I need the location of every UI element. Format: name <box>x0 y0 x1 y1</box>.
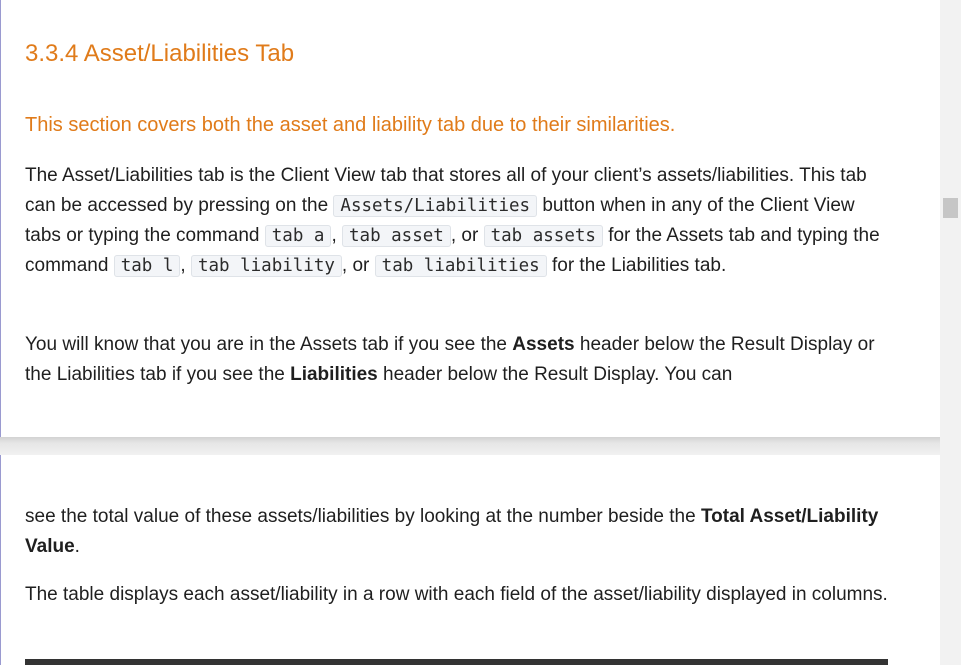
screenshot-image-top <box>25 659 888 665</box>
paragraph-assets-header <box>25 330 895 390</box>
code-tab-asset: tab asset <box>342 225 451 247</box>
text: see the total value of these assets/liabilities by looking at the number beside the <box>25 506 701 527</box>
text: for the Liabilities tab. <box>546 255 727 276</box>
scrollbar-thumb[interactable] <box>943 198 958 218</box>
code-assets-liabilities: Assets/Liabilities <box>333 195 537 217</box>
section-heading: 3.3.4 Asset/Liabilities Tab <box>25 40 295 67</box>
bold-total-value: Total Asset/Liability Value <box>25 506 879 557</box>
code-tab-l: tab l <box>114 255 181 277</box>
text: , <box>331 225 342 246</box>
code-tab-liabilities: tab liabilities <box>375 255 547 277</box>
bold-liabilities: Liabilities <box>290 364 378 385</box>
text: You will know that you are in the Assets tab if you see the <box>25 334 513 355</box>
text: , or <box>341 255 375 276</box>
text: header below the Result Display or the Liabilities tab if you see the <box>25 334 875 385</box>
text: button when in any of the Client View tabs or typing the command <box>25 195 855 246</box>
section-lead: This section covers both the asset and liability tab due to their similarities. <box>25 114 676 136</box>
bold-assets: Assets <box>512 334 575 355</box>
vertical-scrollbar[interactable] <box>940 0 961 665</box>
text: for the Assets tab and typing the command <box>25 225 880 276</box>
text: The table displays each asset/liability in a row with each field of the asset/liability displayed in columns. <box>25 584 888 605</box>
code-tab-a: tab a <box>265 225 332 247</box>
text: The Asset/Liabilities tab is the Client View tab that stores all of your client’s assets/liabilities. This tab can be accessed by pressing on the <box>25 165 867 216</box>
text: header below the Result Display. You can <box>377 364 733 385</box>
code-tab-liability: tab liability <box>191 255 342 277</box>
text: , <box>180 255 191 276</box>
paragraph-intro <box>25 161 895 281</box>
paragraph-table <box>25 580 895 610</box>
text: . <box>74 536 80 557</box>
page-break <box>0 437 940 455</box>
text: , or <box>450 225 484 246</box>
code-tab-assets: tab assets <box>484 225 603 247</box>
document-page-2 <box>0 455 941 665</box>
paragraph-total-value <box>25 502 895 562</box>
